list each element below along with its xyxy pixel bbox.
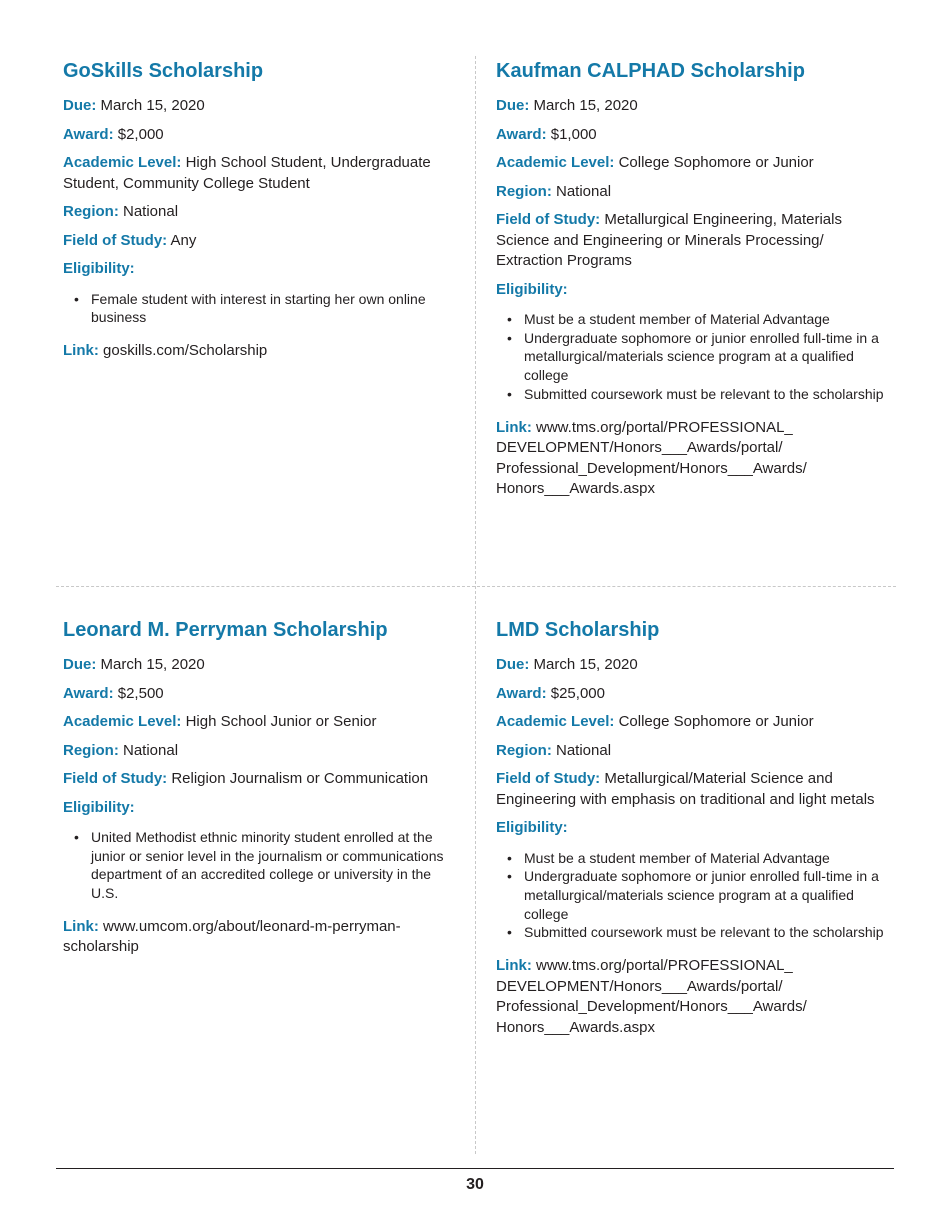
field-of-study-value: Metallurgical/Material Science and Engineering with emphasis on traditional and light metals — [496, 770, 875, 808]
link-label: Link: — [496, 957, 532, 975]
field-of-study-field — [63, 231, 458, 252]
academic-level-field — [496, 153, 891, 174]
bullet-icon: • — [507, 868, 512, 885]
award-field — [496, 684, 891, 705]
field-of-study-label: Field of Study: — [63, 770, 168, 787]
bullet-icon: • — [507, 329, 512, 346]
region-value: National — [556, 182, 612, 200]
eligibility-text: Undergraduate sophomore or junior enrolled full-time in a metallurgical/materials science program at a qualified college — [524, 868, 879, 922]
eligibility-list — [496, 849, 891, 943]
due-field — [63, 655, 458, 676]
award-label: Award: — [63, 125, 114, 143]
due-value: March 15, 2020 — [100, 656, 205, 673]
scholarship-title: Leonard M. Perryman Scholarship — [63, 619, 388, 641]
region-value: National — [556, 741, 612, 759]
academic-level-value: College Sophomore or Junior — [618, 154, 814, 171]
academic-level-value: High School Junior or Senior — [185, 713, 377, 730]
eligibility-text: Undergraduate sophomore or junior enrolled full-time in a metallurgical/materials science program at a qualified college — [524, 329, 879, 384]
bullet-icon: • — [507, 311, 512, 327]
region-field — [496, 182, 891, 203]
eligibility-text: Must be a student member of Material Advantage — [524, 311, 830, 327]
scholarship-title: GoSkills Scholarship — [63, 60, 264, 82]
eligibility-item — [63, 290, 458, 327]
link-label: Link: — [496, 418, 532, 436]
eligibility-list — [63, 290, 458, 327]
link-label: Link: — [63, 341, 99, 359]
scholarship-card-kaufman-calphad — [496, 58, 891, 508]
region-field — [63, 741, 458, 762]
award-value: $2,000 — [117, 125, 164, 143]
award-field — [63, 125, 458, 146]
eligibility-item — [496, 385, 891, 404]
link-field — [496, 418, 891, 500]
footer-rule — [56, 1168, 894, 1169]
region-field — [63, 202, 458, 223]
due-label: Due: — [63, 656, 97, 673]
region-value: National — [123, 203, 179, 220]
due-label: Due: — [496, 97, 530, 114]
link-field — [496, 956, 891, 1038]
eligibility-label: Eligibility: — [63, 260, 135, 277]
eligibility-item — [496, 867, 891, 923]
region-field — [496, 741, 891, 762]
bullet-icon: • — [74, 829, 79, 845]
award-field — [496, 125, 891, 146]
scholarship-title: Kaufman CALPHAD Scholarship — [496, 60, 805, 82]
field-of-study-value: Metallurgical Engineering, Materials Science and Engineering or Minerals Processing/ Extraction Programs — [496, 211, 842, 269]
eligibility-text: United Methodist ethnic minority student enrolled at the junior or senior level in the journalism or communications department of an accredited college or university in the U.S. — [91, 829, 444, 902]
eligibility-list — [496, 310, 891, 404]
bullet-icon: • — [507, 385, 512, 402]
eligibility-label: Eligibility: — [496, 819, 568, 836]
academic-level-field — [496, 712, 891, 733]
due-field — [496, 655, 891, 676]
scholarship-link[interactable]: www.tms.org/portal/PROFESSIONAL_ DEVELOPMENT/Honors___Awards/portal/ Professional_Development/Honors___Awards/ Honors___Awards.aspx — [496, 418, 807, 498]
link-field — [63, 917, 458, 958]
bullet-icon: • — [74, 290, 79, 307]
eligibility-item — [496, 849, 891, 868]
eligibility-text: Submitted coursework must be relevant to the scholarship — [524, 385, 884, 402]
academic-level-label: Academic Level: — [63, 154, 182, 171]
scholarship-link[interactable]: goskills.com/Scholarship — [103, 341, 268, 359]
award-field — [63, 684, 458, 705]
field-of-study-label: Field of Study: — [496, 211, 601, 228]
due-label: Due: — [63, 97, 97, 114]
academic-level-label: Academic Level: — [496, 713, 615, 730]
vertical-divider — [475, 56, 476, 1154]
academic-level-field — [63, 153, 458, 194]
field-of-study-field — [496, 769, 891, 810]
field-of-study-label: Field of Study: — [63, 231, 168, 249]
award-value: $25,000 — [550, 684, 605, 702]
due-label: Due: — [496, 656, 530, 673]
academic-level-value: College Sophomore or Junior — [618, 713, 814, 730]
eligibility-label: Eligibility: — [496, 280, 568, 298]
link-label: Link: — [63, 917, 99, 935]
scholarship-card-lmd — [496, 617, 891, 1046]
bullet-icon: • — [507, 924, 512, 941]
due-value: March 15, 2020 — [100, 97, 205, 114]
due-value: March 15, 2020 — [533, 97, 638, 114]
scholarship-card-goskills — [63, 58, 458, 369]
scholarship-title: LMD Scholarship — [496, 619, 660, 641]
region-value: National — [123, 741, 179, 759]
academic-level-label: Academic Level: — [496, 154, 615, 171]
bullet-icon: • — [507, 849, 512, 866]
award-label: Award: — [496, 684, 547, 702]
award-label: Award: — [496, 125, 547, 143]
region-label: Region: — [63, 741, 119, 759]
region-label: Region: — [496, 741, 552, 759]
field-of-study-label: Field of Study: — [496, 770, 601, 787]
eligibility-text: Must be a student member of Material Advantage — [524, 849, 830, 866]
award-value: $2,500 — [117, 684, 164, 702]
award-label: Award: — [63, 684, 114, 702]
scholarship-link[interactable]: www.tms.org/portal/PROFESSIONAL_ DEVELOPMENT/Honors___Awards/portal/ Professional_Development/Honors___Awards/ Honors___Awards.aspx — [496, 957, 807, 1036]
field-of-study-field — [496, 210, 891, 272]
due-value: March 15, 2020 — [533, 656, 638, 673]
award-value: $1,000 — [550, 125, 597, 143]
due-field — [63, 96, 458, 117]
field-of-study-value: Any — [170, 231, 197, 249]
academic-level-label: Academic Level: — [63, 713, 182, 730]
region-label: Region: — [63, 203, 119, 220]
due-field — [496, 96, 891, 117]
field-of-study-field — [63, 769, 458, 790]
eligibility-item — [496, 329, 891, 385]
link-field — [63, 341, 458, 362]
region-label: Region: — [496, 182, 552, 200]
academic-level-value: High School Student, Undergraduate Student, Community College Student — [63, 154, 431, 192]
eligibility-item — [496, 310, 891, 329]
eligibility-list — [63, 828, 458, 903]
eligibility-label: Eligibility: — [63, 798, 135, 816]
field-of-study-value: Religion Journalism or Communication — [171, 770, 429, 787]
academic-level-field — [63, 712, 458, 733]
eligibility-item — [63, 828, 458, 903]
eligibility-text: Female student with interest in starting her own online business — [91, 290, 426, 326]
eligibility-text: Submitted coursework must be relevant to the scholarship — [524, 924, 884, 941]
eligibility-item — [496, 923, 891, 942]
scholarship-card-leonard-perryman — [63, 617, 458, 966]
scholarship-link[interactable]: www.umcom.org/about/leonard-m-perryman-scholarship — [63, 917, 401, 956]
page-number: 30 — [466, 1176, 484, 1193]
horizontal-divider — [56, 586, 896, 587]
